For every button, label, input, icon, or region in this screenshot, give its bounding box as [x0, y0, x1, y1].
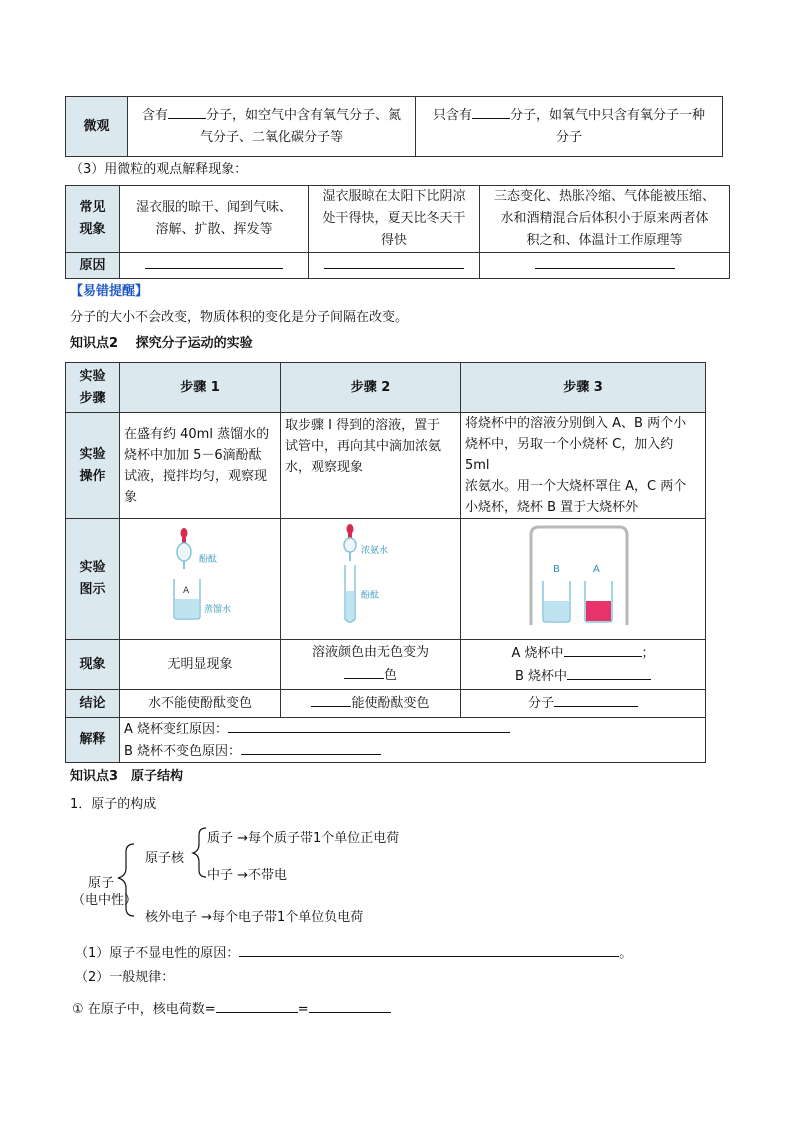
phenomena-cell-3: 三态变化、热胀冷缩、气体能被压缩、 水和酒精混合后体积小于原来两者体 积之和、体温计工作原理等	[480, 186, 730, 253]
operation-label: 实验 操作	[66, 413, 120, 519]
svg-text:蒸馏水: 蒸馏水	[204, 605, 232, 615]
blank-line[interactable]	[344, 664, 384, 679]
phenomenon-label: 现象	[66, 640, 120, 690]
test-tube-figure	[281, 519, 461, 631]
knowledge-point-3-title: 知识点3 原子结构	[70, 769, 184, 784]
proton-label: 质子 →每个质子带1个单位正电荷	[207, 831, 400, 846]
phenomenon-3: A 烧杯中 ； B 烧杯中	[461, 640, 706, 690]
phenomenon-1: 无明显现象	[120, 640, 281, 690]
blank-line[interactable]	[241, 740, 381, 755]
beakers-figure	[461, 519, 706, 631]
section3-title: （3）用微粒的观点解释现象：	[70, 162, 248, 177]
operation-1: 在盛有约 40ml 蒸馏水的 烧杯中加加 5－6滴酚酞 试液，搅拌均匀，观察现 象	[120, 413, 281, 519]
conclusion-3: 分子	[461, 690, 706, 718]
experiment-table	[65, 362, 706, 763]
figure-2	[281, 519, 461, 640]
phenomena-label: 常见 现象	[66, 186, 120, 253]
svg-text:B: B	[553, 564, 560, 575]
atom-composition-title: 1．原子的构成	[70, 797, 157, 812]
phenomena-cell-1: 湿衣服的晾干、闻到气味、 溶解、扩散、挥发等	[120, 186, 309, 253]
operation-3: 将烧杯中的溶液分别倒入 A、B 两个小 烧杯中，另取一个小烧杯 C，加入约 5ml 浓氨水。用一个大烧杯罩住 A，C 两个 小烧杯，烧杯 B 置于大烧杯外	[461, 413, 706, 519]
dropper-beaker-figure	[120, 519, 281, 631]
blank-line[interactable]	[168, 104, 206, 119]
blank-line[interactable]	[324, 254, 464, 269]
micro-table	[65, 96, 723, 157]
conclusion-1: 水不能使酚酞变色	[120, 690, 281, 718]
atom-label: 原子	[88, 876, 115, 891]
phenomenon-2: 溶液颜色由无色变为 色	[281, 640, 461, 690]
step-2-header: 步骤 2	[281, 363, 461, 413]
svg-text:酚酞: 酚酞	[199, 555, 218, 565]
explanation-label: 解释	[66, 718, 120, 763]
blank-line[interactable]	[216, 998, 298, 1013]
step-label: 实验 步骤	[66, 363, 120, 413]
blank-line[interactable]	[535, 254, 675, 269]
knowledge-point-2-title: 知识点2 探究分子运动的实验	[70, 336, 253, 351]
blank-line[interactable]	[239, 942, 619, 957]
blank-line[interactable]	[309, 998, 391, 1013]
nucleus-label: 原子核	[145, 851, 185, 866]
electrically-neutral-label: （电中性）	[72, 893, 138, 908]
blank-line[interactable]	[472, 104, 510, 119]
blank-line[interactable]	[228, 718, 510, 733]
tip-text: 分子的大小不会改变，物质体积的变化是分子间隔在改变。	[70, 310, 409, 325]
question-1: （1）原子不显电性的原因： 。	[75, 942, 632, 958]
micro-mixture-cell: 含有 分子，如空气中含有氧气分子、氮 气分子、二氧化碳分子等	[128, 97, 416, 157]
tip-title: 【易错提醒】	[70, 284, 149, 299]
question-2: （2）一般规律：	[75, 970, 175, 985]
explanation-cell: A 烧杯变红原因： B 烧杯不变色原因：	[120, 718, 706, 763]
step-3-header: 步骤 3	[461, 363, 706, 413]
operation-2: 取步骤 I 得到的溶液，置于 试管中，再向其中滴加浓氨 水，观察现象	[281, 413, 461, 519]
reason-label: 原因	[66, 253, 120, 279]
figure-3	[461, 519, 706, 640]
micro-label: 微观	[66, 97, 128, 157]
conclusion-label: 结论	[66, 690, 120, 718]
step-1-header: 步骤 1	[120, 363, 281, 413]
phenomena-cell-2: 湿衣服晾在太阳下比阴凉 处干得快，夏天比冬天干 得快	[309, 186, 480, 253]
blank-line[interactable]	[311, 692, 351, 707]
phenomena-table	[65, 185, 730, 279]
svg-text:浓氨水: 浓氨水	[361, 546, 389, 556]
svg-text:A: A	[183, 586, 190, 596]
electron-label: 核外电子 →每个电子带1个单位负电荷	[145, 910, 364, 925]
conclusion-2: 能使酚酞变色	[281, 690, 461, 718]
svg-text:酚酞: 酚酞	[361, 591, 380, 601]
neutron-label: 中子 →不带电	[207, 868, 288, 883]
svg-text:A: A	[593, 564, 600, 575]
blank-line[interactable]	[554, 692, 638, 707]
blank-line[interactable]	[567, 665, 651, 680]
figure-label: 实验 图示	[66, 519, 120, 640]
micro-pure-cell: 只含有 分子，如氧气中只含有氧分子一种 分子	[416, 97, 723, 157]
blank-line[interactable]	[564, 642, 642, 657]
question-3: ① 在原子中，核电荷数= =	[72, 998, 391, 1014]
blank-line[interactable]	[145, 254, 283, 269]
figure-1	[120, 519, 281, 640]
